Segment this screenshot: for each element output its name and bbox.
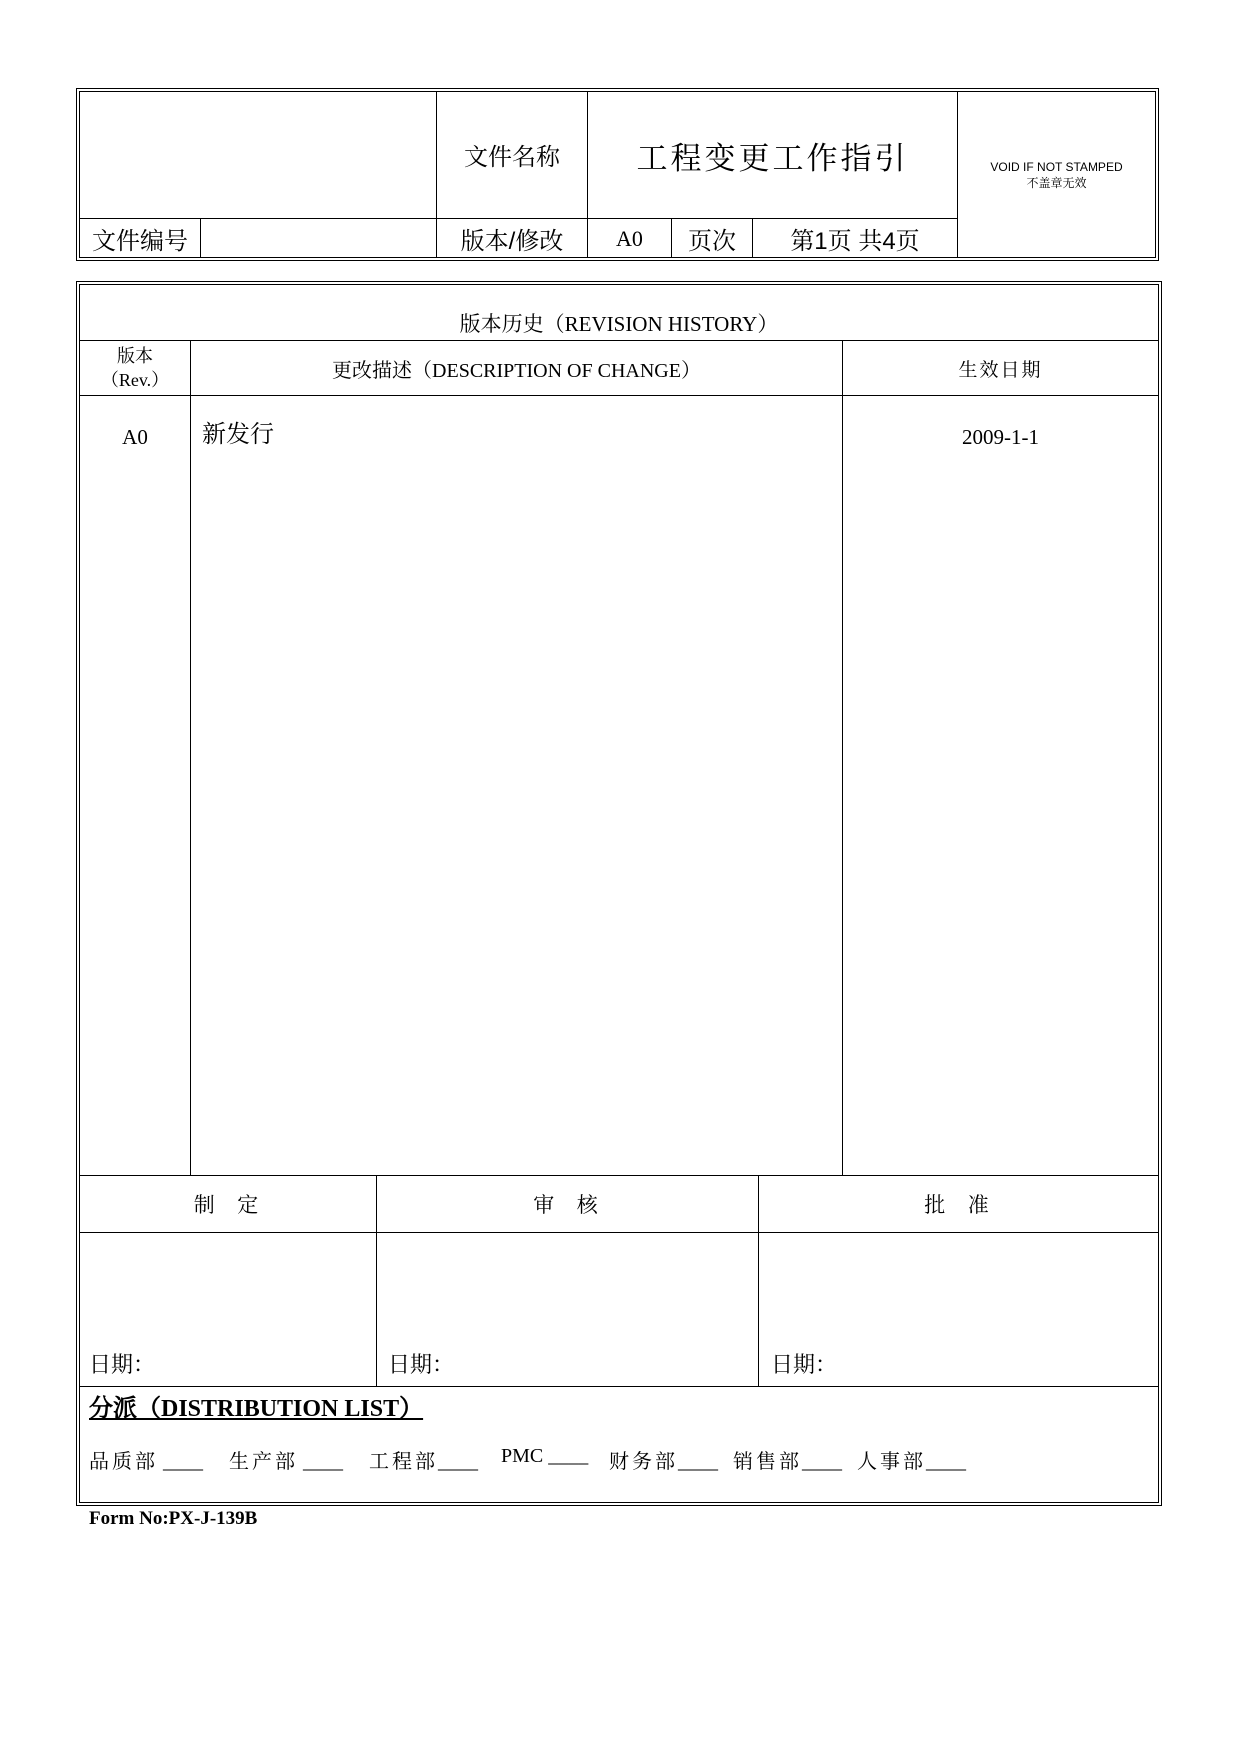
row-rev: A0: [122, 424, 148, 449]
distribution-list: [89, 1445, 977, 1474]
page-label: 页次: [688, 228, 736, 255]
approval-approve-date-label: 日期：: [771, 1352, 838, 1377]
approval-made-date-label: 日期：: [89, 1352, 156, 1377]
approval-review-header: 审 核: [533, 1193, 602, 1217]
doc-name-label: 文件名称: [464, 143, 560, 171]
approval-review-date-label: 日期：: [388, 1352, 455, 1377]
col-header-rev: [80, 341, 190, 395]
approval-approve-header: 批 准: [924, 1193, 993, 1217]
col-header-rev-line1: 版本: [117, 346, 153, 366]
stamp-line-1: VOID IF NOT STAMPED: [990, 159, 1123, 174]
dist-item-hr: 人事部____: [857, 1451, 966, 1473]
version-label: 版本/修改: [460, 228, 564, 255]
doc-name-value: 工程变更工作指引: [636, 140, 909, 176]
stamp-line-2: 不盖章无效: [1026, 175, 1087, 190]
version-value: A0: [616, 225, 643, 251]
distribution-title: 分派（DISTRIBUTION LIST）: [89, 1396, 424, 1422]
doc-no-label: 文件编号: [92, 228, 188, 255]
dist-item-production: 生产部 ____: [229, 1451, 343, 1473]
col-header-effective-date: 生效日期: [958, 359, 1043, 381]
revision-history-title: 版本历史（REVISION HISTORY）: [459, 312, 779, 336]
approval-made-header: 制 定: [193, 1193, 263, 1217]
dist-item-sales: 销售部____: [733, 1451, 842, 1473]
dist-item-engineering: 工程部____: [369, 1451, 478, 1473]
col-header-rev-line2: （Rev.）: [100, 370, 170, 390]
row-date: 2009-1-1: [962, 424, 1039, 449]
doc-no-value: [201, 219, 436, 258]
row-description: 新发行: [202, 422, 274, 448]
dist-item-finance: 财务部____: [609, 1451, 718, 1473]
dist-item-pmc: PMC ____: [501, 1445, 589, 1467]
col-header-description: 更改描述（DESCRIPTION OF CHANGE）: [332, 359, 701, 382]
form-number: Form No:PX-J-139B: [89, 1508, 258, 1529]
dist-item-quality: 品质部 ____: [89, 1451, 203, 1473]
logo-area: [80, 92, 436, 218]
page-value: 第1页 共4页: [790, 228, 920, 255]
stamp-notice: [958, 92, 1155, 257]
